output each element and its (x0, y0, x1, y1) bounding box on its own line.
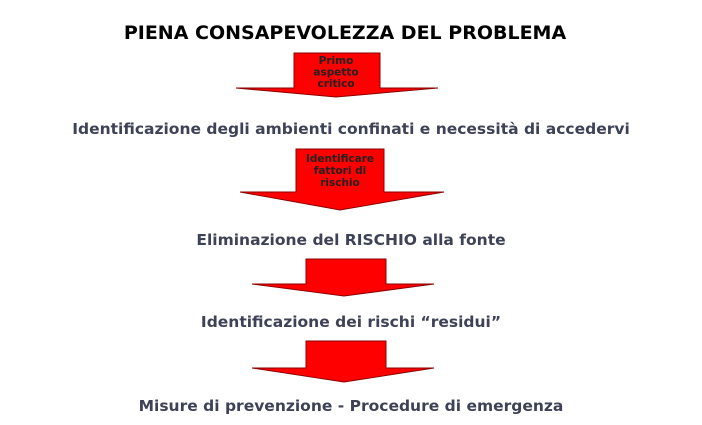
step-2-label: Eliminazione del RISCHIO alla fonte (196, 231, 506, 249)
step-4-label: Misure di prevenzione - Procedure di emergenza (138, 397, 564, 415)
flow-arrow-4 (248, 340, 438, 384)
arrow-shape (252, 341, 434, 382)
flow-arrow-1 (232, 52, 444, 98)
step-3-label: Identificazione dei rischi “residui” (200, 313, 502, 331)
arrow-label-line-1: Identificare (305, 153, 375, 165)
arrow-label-line-2: fattori di (313, 165, 367, 177)
arrow-label-line-3: rischio (320, 177, 360, 189)
flow-arrow-3 (248, 258, 438, 298)
arrow-label-line-2: aspetto (313, 66, 359, 79)
diagram-title: PIENA CONSAPEVOLEZZA DEL PROBLEMA (123, 22, 567, 44)
flow-arrow-2 (236, 148, 448, 212)
step-1-label: Identificazione degli ambienti confinati e necessità di accedervi (72, 120, 630, 138)
arrow-label-line-3: critico (317, 78, 355, 90)
arrow-shape (252, 259, 434, 296)
arrow-label-line-1: Primo (318, 55, 354, 67)
